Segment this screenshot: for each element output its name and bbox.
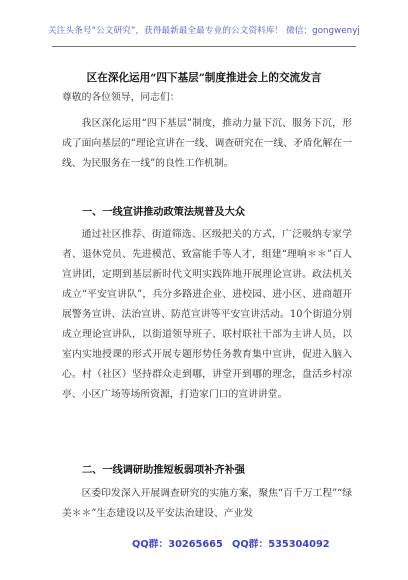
footer-qq-group-2: QQ群：535304092 bbox=[232, 539, 330, 550]
section-2-heading: 二、一线调研助推短板弱项补齐补强 bbox=[82, 464, 245, 476]
header-divider bbox=[52, 46, 356, 47]
footer-qq-group-1: QQ群：30265665 bbox=[132, 539, 223, 550]
section-2-paragraph: 区委印发深入开展调查研究的实施方案，聚焦“百千万工程”“绿美＊＊”生态建设以及平安法治建设、产业发 bbox=[62, 488, 352, 519]
section-1-heading: 一、一线宣讲推动政策法规普及大众 bbox=[82, 206, 245, 218]
section-1-paragraph: 通过社区推荐、街道筛选、区级把关的方式，广泛吸纳专家学者、退休党员、先进模范、致富能手等人才，组建“理响＊＊”百人宣讲团，定期到基层新时代文明实践阵地开展理论宣讲。政法机关成立“平安宣讲队”，兵分多路进企业、进校园、进小区、进商超开展警务宣讲、法治宣讲、防范宣讲等平安宣讲活动。10个街道分别成立理论宣讲队，以街道领导班子、联村联社干部为主讲人员，以室内实地授课的形式开展专题形势任务教育集中宣讲，促进入脑入心。村（社区）坚持群众走到哪，讲堂开到哪的理念，盘活乡村凉亭、小区广场等场所资源，打造家门口的宣讲讲堂。 bbox=[62, 229, 352, 400]
salutation: 尊敬的各位领导，同志们： bbox=[62, 92, 180, 103]
document-title: 区在深化运用“四下基层”制度推进会上的交流发言 bbox=[86, 72, 322, 84]
intro-paragraph: 我区深化运用“四下基层”制度，推动力量下沉、服务下沉，形成了面向基层的“理论宣讲在一线、调查研究在一线、矛盾化解在一线、为民服务在一线”的良性工作机制。 bbox=[62, 118, 352, 169]
promo-banner: 关注头条号“公文研究”，获得最新最全最专业的公文资料库！ 微信：gongwenyj bbox=[48, 26, 360, 36]
